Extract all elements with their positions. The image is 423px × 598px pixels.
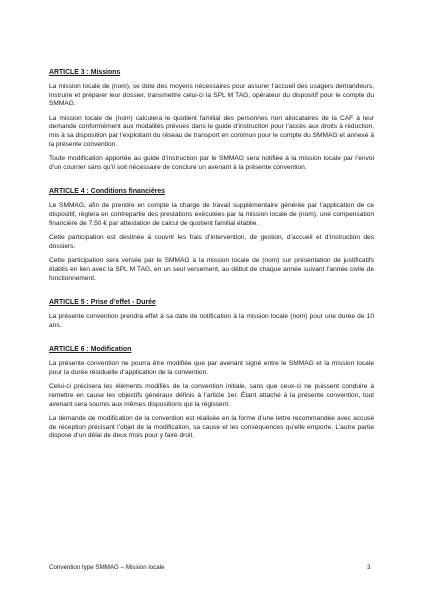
section-gap (49, 289, 374, 298)
article-3-paragraph-1: La mission locale de (nom), se dote des moyens nécessaires pour assurer l’accueil des usagers demandeurs, instruire et préparer leur dossier, transmettre celui-ci la SPL M TAG, opérateur du dispositif pour le compte du SMMAG. (49, 83, 374, 108)
article-6 (49, 345, 374, 441)
section-gap (49, 336, 374, 345)
footer-page-number: 3 (367, 564, 371, 571)
article-4-paragraph-3: Cette participation sera versée par le SMMAG à la mission locale de (nom) sur présentation de justificatifs établis en lien avec la SPL M TAG, en un seul versement, au début de chaque année suivant l’année civile de fonctionnement. (49, 257, 374, 282)
article-4-paragraph-2: Cette participation est destinée à couvrir les frais d’intervention, de gestion, d’accueil et d’instruction des dossiers. (49, 234, 374, 250)
article-3-paragraph-2: La mission locale de (nom) calculera le quotient familial des personnes non allocataires de la CAF à leur demande conformément aux modalités prévues dans le guide d’instruction pour l’accès aux droits à réduction, mis à sa disposition par l’exploitant du réseau de transport en commun pour le compte du SMMAG et annexé à la présente convention. (49, 114, 374, 148)
article-6-paragraph-2: Celui-ci précisera les éléments modifiés de la convention initiale, sans que ceux-ci ne puissent conduire à remettre en cause les objectifs généraux définis à l’article 1er. Étant attaché à la présente convention, tout avenant sera soumis aux mêmes dispositions qui la régissent. (49, 383, 374, 408)
article-6-paragraph-3: La demande de modification de la convention est réalisée en la forme d’une lettre recommandée avec accusé de réception précisant l’objet de la modification, sa cause et les conséquences qu’elle emporte. L’autre partie dispose d’un délai de deux mois pour y faire droit. (49, 415, 374, 440)
document-body (49, 68, 374, 447)
article-3-paragraph-3: Toute modification apportée au guide d’instruction par le SMMAG sera notifiée à la mission locale par l’envoi d’un courrier sans qu’il soit nécessaire de conclure un avenant à la présente convention. (49, 155, 374, 171)
footer-document-title: Convention type SMMAG – Mission locale (49, 564, 165, 571)
article-5 (49, 298, 374, 330)
article-5-paragraph-1: La présente convention prendra effet à sa date de notification à la mission locale (nom) pour une durée de 10 ans. (49, 313, 374, 329)
section-gap (49, 178, 374, 187)
article-6-paragraph-1: La présente convention ne pourra être modifiée que par avenant signé entre le SMMAG et la mission locale pour la durée résiduelle d’application de la convention. (49, 360, 374, 376)
article-4-paragraph-1: Le SMMAG, afin de prendre en compte la charge de travail supplémentaire générée par l’application de ce dispositif, règlera en contrepartie des prestations exécutées par la mission locale de (nom), une compensation financière de 7.50 € par attestation de calcul de quotient familial établie. (49, 202, 374, 227)
article-4-title: ARTICLE 4 : Conditions financières (49, 188, 166, 196)
article-3-title: ARTICLE 3 : Missions (49, 69, 121, 76)
article-6-title: ARTICLE 6 : Modification (49, 346, 132, 354)
article-5-title: ARTICLE 5 : Prise d’effet - Durée (49, 299, 156, 307)
article-3 (49, 68, 374, 172)
article-4 (49, 187, 374, 283)
